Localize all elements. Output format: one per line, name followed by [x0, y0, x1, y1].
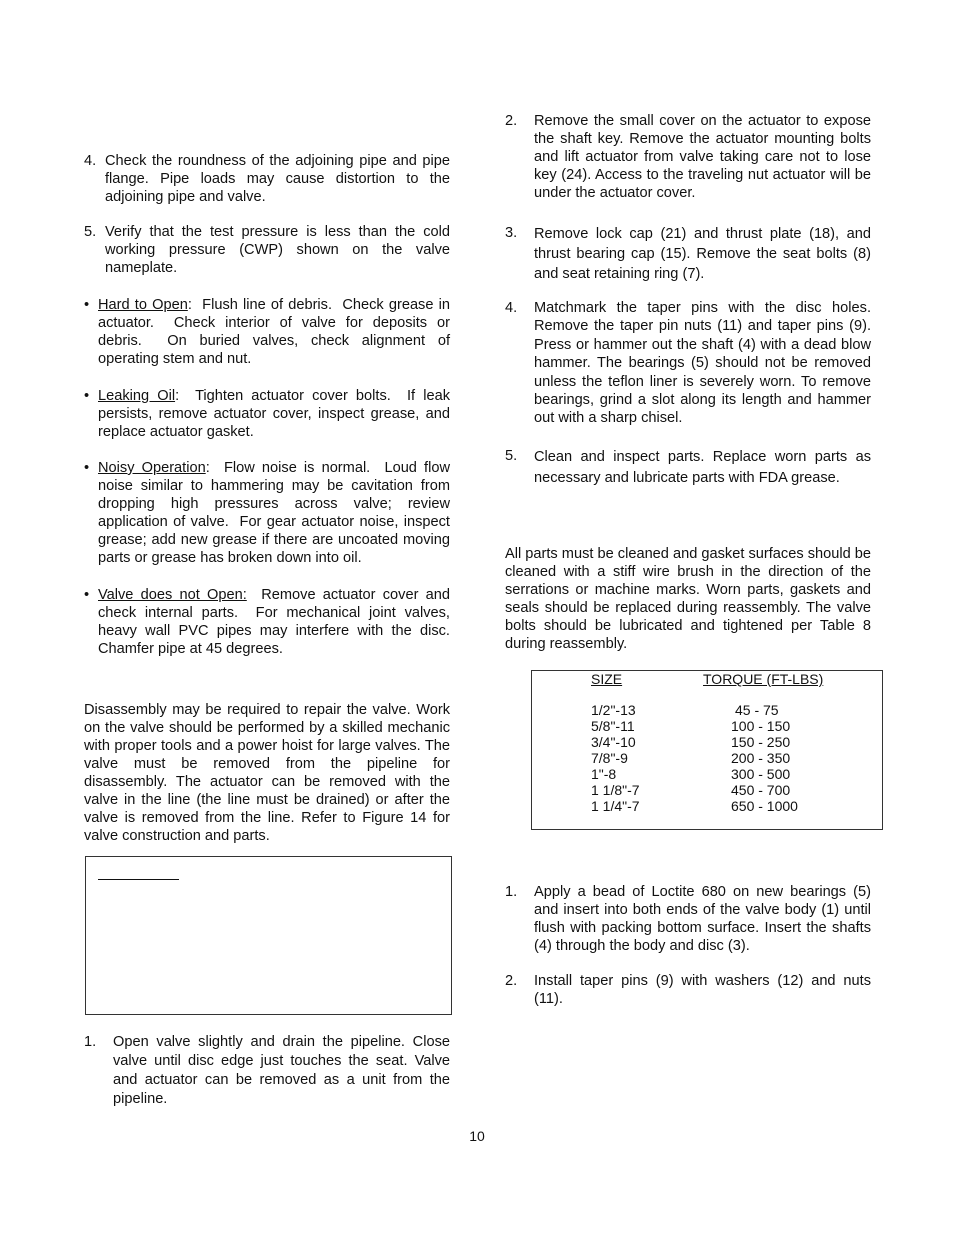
troubleshoot-noisy-operation [84, 459, 455, 567]
size-cell: 1/2"-13 [591, 702, 636, 718]
item-number: 1. [84, 1034, 97, 1050]
table-row [591, 766, 823, 782]
item-text: Remove lock cap (21) and thrust plate (18), and thrust bearing cap (15). Remove the seat bolts (8) and seat retaining ring (7). [534, 226, 871, 282]
item-number: 5. [505, 448, 518, 464]
table-row [591, 750, 823, 766]
reassembly-step-1 [505, 883, 871, 955]
disassembly-paragraph: Disassembly may be required to repair the valve. Work on the valve should be performed by a skilled mechanic with proper tools and a power hoist for large valves. The valve must be removed from the pipeline for disassembly. The actuator can be removed with the valve in the line (the line must be drained) or after the valve is removed from the line. Refer to Figure 14 for valve construction and parts. [84, 702, 450, 844]
cleaning-paragraph: All parts must be cleaned and gasket surfaces should be cleaned with a stiff wire brush in the direction of the serrations or machine marks. Worn parts, gaskets and seals should be replaced during reassembly. The valve bolts should be lubricated and tightened per Table 8 during reassembly. [505, 546, 871, 652]
item-text: Install taper pins (9) with washers (12) and nuts (11). [534, 973, 871, 1007]
item-text: Open valve slightly and drain the pipeline. Close valve until disc edge just touches the seat. Valve and actuator can be removed as a unit from the pipeline. [113, 1034, 450, 1107]
item-number: 2. [505, 973, 518, 989]
torque-cell: 450 - 700 [731, 782, 791, 798]
bullet-sep: : [187, 297, 192, 313]
table-row [591, 798, 823, 814]
item-number: 4. [84, 153, 97, 169]
size-cell: 1"-8 [591, 766, 617, 782]
bullet-icon: • [84, 587, 90, 603]
item-number: 4. [505, 300, 518, 316]
bullet-label: Hard to Open [98, 297, 188, 313]
troubleshoot-leaking-oil [84, 387, 455, 441]
bullet-body: Tighten actuator cover bolts. If leak persists, remove actuator cover, inspect grease, and replace actuator gasket. [98, 388, 455, 440]
size-cell: 7/8"-9 [591, 750, 628, 766]
table-row [591, 718, 823, 734]
troubleshoot-valve-not-open [84, 586, 455, 658]
item-number: 5. [84, 224, 97, 240]
torque-header: TORQUE (FT-LBS) [703, 671, 824, 687]
troubleshoot-hard-to-open [84, 296, 455, 368]
item-number: 2. [505, 113, 518, 129]
maintenance-item-5 [84, 223, 450, 277]
bullet-label: Noisy Operation [98, 460, 206, 476]
size-cell: 3/4"-10 [591, 734, 636, 750]
bullet-text [98, 586, 455, 658]
disassembly-step-5 [505, 447, 871, 489]
bullet-text [98, 387, 455, 441]
torque-cell: 300 - 500 [731, 766, 791, 782]
item-text: Matchmark the taper pins with the disc holes. Remove the taper pin nuts (11) and taper pins (9). Press or hammer out the shaft (4) with a dead blow hammer. The bearings (5) should not be removed unless the teflon liner is severely worn. To remove bearings, grind a slot along its length and hammer out with a sharp chisel. [534, 300, 871, 427]
torque-cell: 200 - 350 [731, 750, 791, 766]
bullet-icon: • [84, 297, 90, 313]
bullet-text [98, 459, 455, 567]
table-row [591, 782, 823, 798]
page-number: 10 [469, 1128, 485, 1144]
torque-table [591, 671, 823, 814]
bullet-sep: : [205, 460, 210, 476]
torque-table-header [591, 671, 823, 702]
disassembly-step-2 [505, 112, 871, 202]
bullet-icon: • [84, 388, 90, 404]
maintenance-item-4 [84, 152, 450, 206]
torque-cell: 45 - 75 [735, 702, 779, 718]
size-cell: 5/8"-11 [591, 718, 635, 734]
size-header: SIZE [591, 671, 623, 687]
table-row [591, 734, 823, 750]
table-row [591, 702, 823, 718]
item-number: 3. [505, 225, 518, 241]
bullet-body: Flush line of debris. Check grease in actuator. Check interior of valve for deposits or debris. On buried valves, check alignment of operating stem and nut. [98, 297, 455, 367]
size-cell: 1 1/8"-7 [591, 782, 640, 798]
item-number: 1. [505, 884, 518, 900]
bullet-body: Remove actuator cover and check internal parts. For mechanical joint valves, heavy wall PVC pipes may interfere with the disc. Chamfer pipe at 45 degrees. [98, 587, 455, 657]
item-text: Clean and inspect parts. Replace worn parts as necessary and lubricate parts with FDA grease. [534, 449, 871, 486]
item-text: Remove the small cover on the actuator to expose the shaft key. Remove the actuator mounting bolts and lift actuator from valve taking care not to lose key (24). Access to the traveling nut actuator will be under the actuator cover. [534, 113, 871, 201]
torque-cell: 150 - 250 [731, 734, 791, 750]
disassembly-step-4 [505, 299, 871, 428]
size-cell: 1 1/4"-7 [591, 798, 640, 814]
item-text: Verify that the test pressure is less than the cold working pressure (CWP) shown on the valve nameplate. [105, 224, 450, 276]
bullet-text [98, 296, 455, 368]
item-text: Check the roundness of the adjoining pipe and pipe flange. Pipe loads may cause distortion to the adjoining pipe and valve. [105, 153, 450, 205]
disassembly-step-3 [505, 224, 871, 284]
reassembly-step-2 [505, 972, 871, 1008]
item-text: Apply a bead of Loctite 680 on new bearings (5) and insert into both ends of the valve body (1) until flush with packing bottom surface. Insert the shafts (4) through the body and disc (3). [534, 884, 871, 954]
warning-heading-underline [98, 879, 179, 880]
bullet-label: Valve does not Open: [98, 587, 247, 603]
torque-cell: 100 - 150 [731, 718, 791, 734]
bullet-icon: • [84, 460, 90, 476]
bullet-sep: : [175, 388, 180, 404]
bullet-body: Flow noise is normal. Loud flow noise similar to hammering may be cavitation from dropping high pressures across valve; review application of valve. For gear actuator noise, inspect grease; add new grease if there are uncoated moving parts or grease has broken down into oil. [98, 460, 455, 566]
disassembly-step-1 [84, 1033, 450, 1109]
torque-cell: 650 - 1000 [731, 798, 798, 814]
bullet-label: Leaking Oil [98, 388, 176, 404]
